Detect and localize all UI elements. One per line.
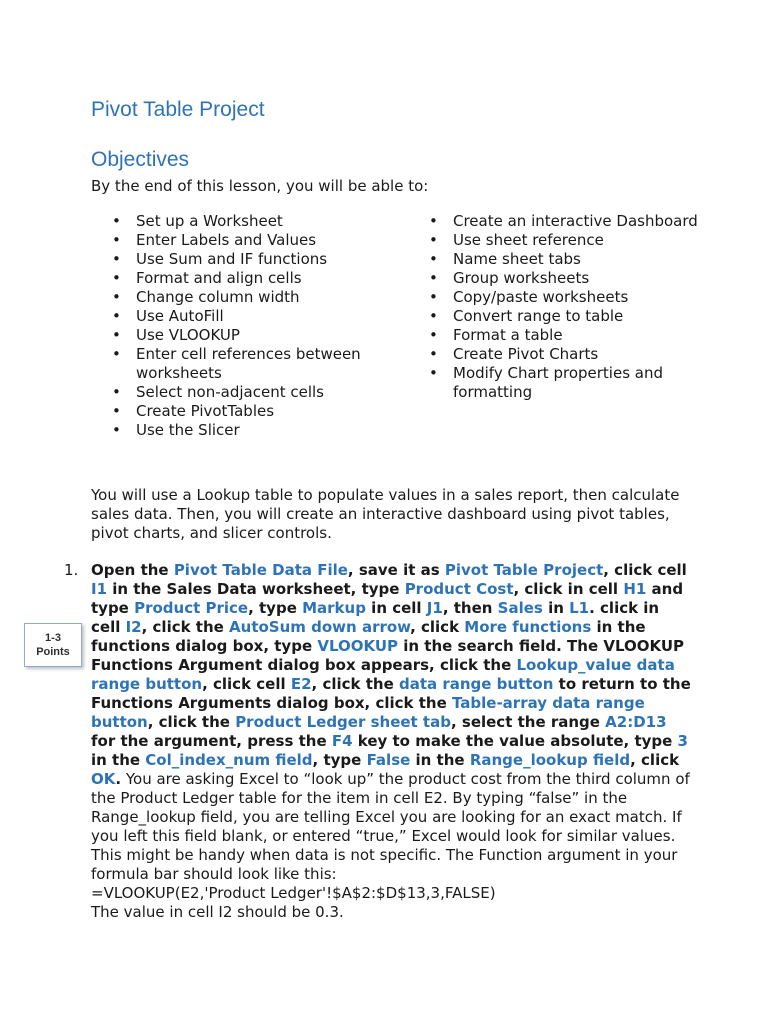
objectives-heading: Objectives	[91, 148, 190, 171]
objective-item: • Use sheet reference	[425, 231, 700, 250]
highlighted-term: H1	[623, 580, 647, 598]
highlighted-term: More functions	[464, 618, 592, 636]
instruction-text: .	[115, 770, 122, 788]
highlighted-term: Markup	[302, 599, 366, 617]
highlighted-term: False	[366, 751, 411, 769]
instruction-text: , select the range	[450, 713, 606, 731]
instruction-text: in the	[91, 751, 146, 769]
highlighted-term: Product Ledger sheet tab	[235, 713, 451, 731]
objective-item: • Enter cell references between worksheets	[108, 345, 398, 383]
points-badge	[24, 623, 82, 667]
objective-item: • Create an interactive Dashboard	[425, 212, 700, 231]
objective-item: • Create Pivot Charts	[425, 345, 700, 364]
step-1-text	[91, 561, 691, 883]
highlighted-term: I2	[125, 618, 142, 636]
highlighted-term: Pivot Table Project	[444, 561, 604, 579]
instruction-text: , click	[410, 618, 465, 636]
objective-item: • Modify Chart properties and formatting	[425, 364, 700, 402]
result-text: The value in cell I2 should be 0.3.	[91, 903, 344, 921]
instruction-text: to return to the Functions Arguments dialog box, click the	[91, 675, 691, 712]
highlighted-term: Pivot Table Data File	[173, 561, 348, 579]
highlighted-term: Col_index_num field	[145, 751, 313, 769]
instruction-text: in the search field. The VLOOKUP Functions Argument dialog box appears, click the	[91, 637, 685, 674]
page-title: Pivot Table Project	[91, 98, 265, 121]
objective-item: • Format a table	[425, 326, 700, 345]
intro-text: By the end of this lesson, you will be able to:	[91, 177, 429, 195]
points-value: 1-3	[45, 632, 61, 644]
highlighted-term: Range_lookup field	[469, 751, 631, 769]
instruction-text: , click the	[311, 675, 399, 693]
instruction-text: , then	[442, 599, 498, 617]
instruction-text: Open the	[91, 561, 174, 579]
instruction-text: , save it as	[347, 561, 445, 579]
objective-item: • Copy/paste worksheets	[425, 288, 700, 307]
objective-item: • Set up a Worksheet	[108, 212, 398, 231]
objective-item: • Enter Labels and Values	[108, 231, 398, 250]
highlighted-term: Product Price	[134, 599, 249, 617]
objective-item: • Use AutoFill	[108, 307, 398, 326]
step-1-instructions	[91, 561, 691, 922]
objective-item: • Group worksheets	[425, 269, 700, 288]
instruction-text: . click in cell	[91, 599, 660, 636]
objective-item: • Create PivotTables	[108, 402, 398, 421]
step-number: 1.	[64, 561, 79, 579]
highlighted-term: data range button	[398, 675, 554, 693]
instruction-text: , click the	[147, 713, 236, 731]
objectives-list-left	[108, 212, 398, 440]
formula-text: =VLOOKUP(E2,'Product Ledger'!$A$2:$D$13,3,FALSE)	[91, 884, 496, 902]
objective-item: • Change column width	[108, 288, 398, 307]
highlighted-term: VLOOKUP	[317, 637, 399, 655]
highlighted-term: OK	[91, 770, 116, 788]
highlighted-term: J1	[426, 599, 443, 617]
instruction-text: in the functions dialog box, type	[91, 618, 646, 655]
objective-item: • Format and align cells	[108, 269, 398, 288]
highlighted-term: E2	[290, 675, 312, 693]
objectives-list-right	[425, 212, 700, 402]
highlighted-term: 3	[677, 732, 688, 750]
highlighted-term: Lookup_value data range button	[91, 656, 675, 693]
instruction-text: , click cell	[603, 561, 687, 579]
instruction-text: and type	[91, 580, 684, 617]
instruction-text: in the Sales Data worksheet, type	[107, 580, 405, 598]
highlighted-term: AutoSum down arrow	[229, 618, 411, 636]
objective-item: • Use Sum and IF functions	[108, 250, 398, 269]
objective-item: • Select non-adjacent cells	[108, 383, 398, 402]
highlighted-term: Table-array data range button	[91, 694, 645, 731]
highlighted-term: I1	[91, 580, 108, 598]
lesson-paragraph: You will use a Lookup table to populate values in a sales report, then calculate sales data. Then, you will create an interactive dashboard using pivot tables, pivot charts, and slicer controls.	[91, 486, 680, 542]
objective-item: • Convert range to table	[425, 307, 700, 326]
highlighted-term: Product Cost	[404, 580, 514, 598]
highlighted-term: L1	[569, 599, 590, 617]
highlighted-term: A2:D13	[605, 713, 667, 731]
instruction-text: in the	[410, 751, 470, 769]
instruction-text: , click the	[141, 618, 230, 636]
objective-item: • Name sheet tabs	[425, 250, 700, 269]
instruction-text: in	[542, 599, 570, 617]
instruction-text: , click	[630, 751, 680, 769]
instruction-text: key to make the value absolute, type	[352, 732, 678, 750]
instruction-text: for the argument, press the	[91, 732, 332, 750]
instruction-text: , type	[312, 751, 367, 769]
instruction-text: , type	[248, 599, 303, 617]
instruction-text: , click cell	[202, 675, 291, 693]
instruction-text: in cell	[365, 599, 427, 617]
instruction-text: , click in cell	[513, 580, 624, 598]
highlighted-term: Sales	[497, 599, 543, 617]
instruction-text: You are asking Excel to “look up” the product cost from the third column of the Product Ledger table for the item in cell E2. By typing “false” in the Range_lookup field, you are telling Excel you are looking for an exact match. If you left this field blank, or entered “true,” Excel would look for similar values. This might be handy when data is not specific. The Function argument in your formula bar should look like this:	[91, 770, 690, 883]
objective-item: • Use the Slicer	[108, 421, 398, 440]
highlighted-term: F4	[331, 732, 353, 750]
objective-item: • Use VLOOKUP	[108, 326, 398, 345]
points-label: Points	[36, 646, 70, 658]
